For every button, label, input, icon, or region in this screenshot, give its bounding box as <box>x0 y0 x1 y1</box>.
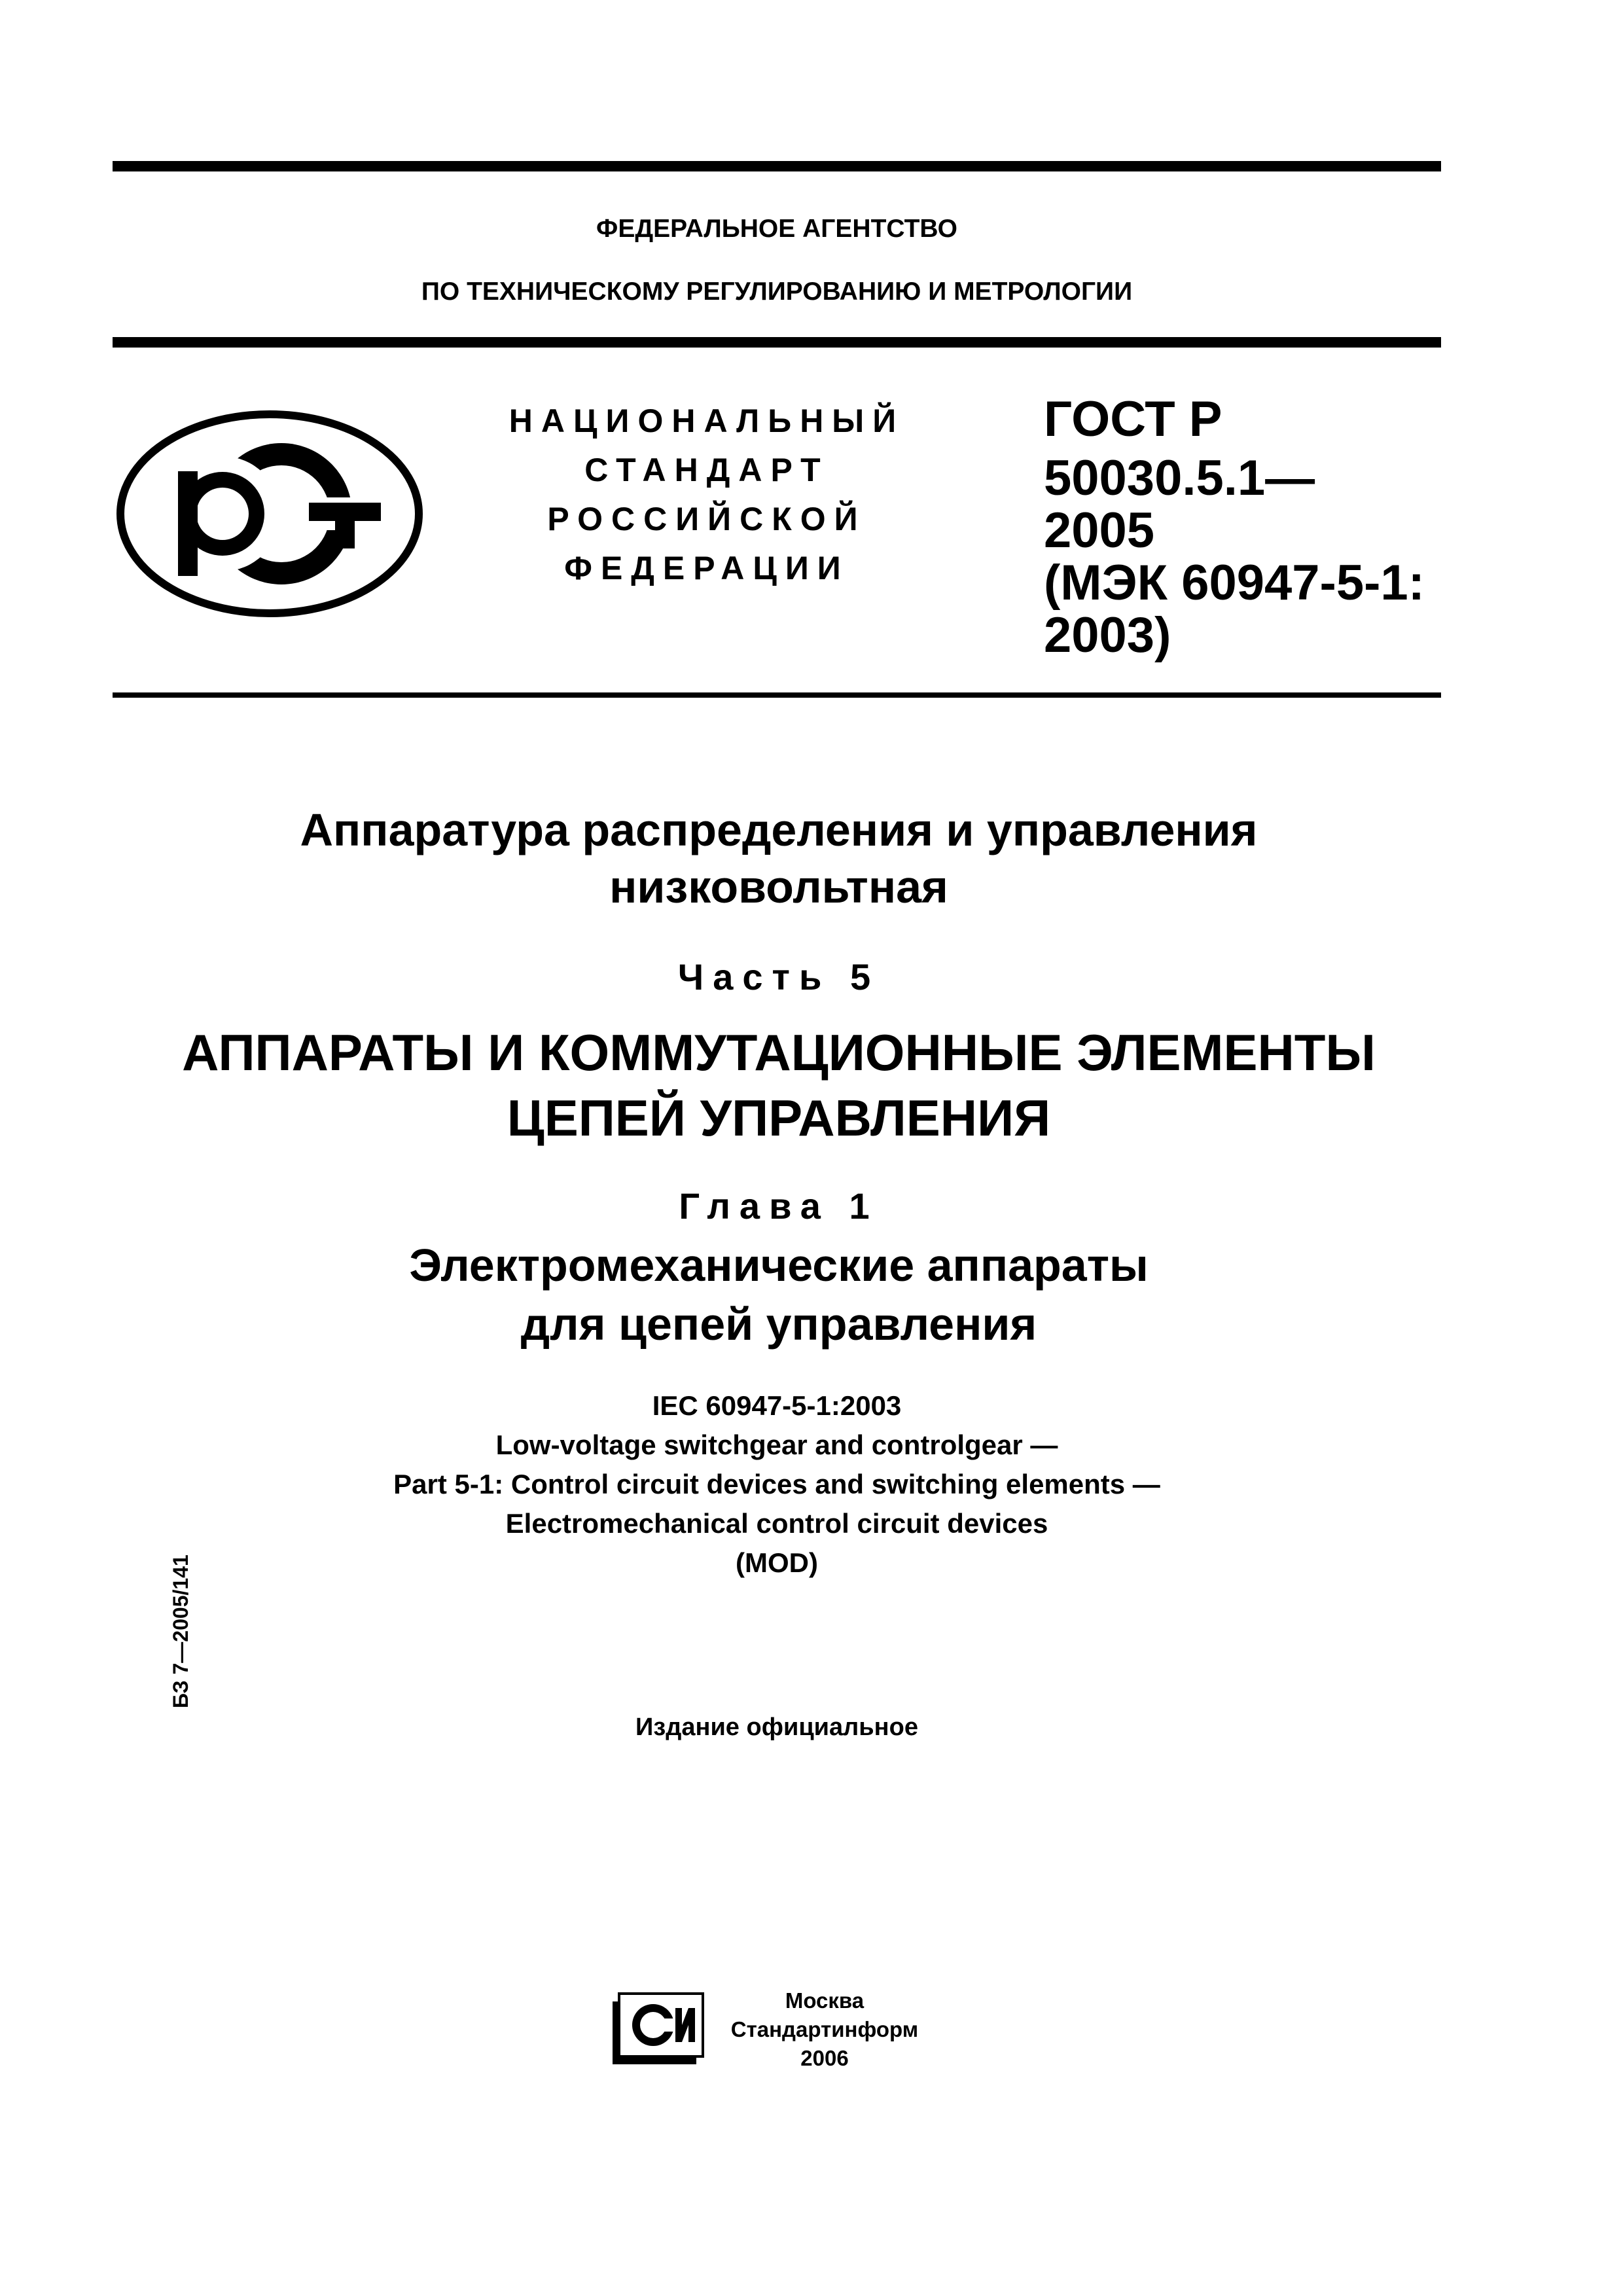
iec-line-2: Low-voltage switchgear and controlgear — <box>495 1429 1058 1460</box>
title-line-2: низковольтная <box>609 861 948 912</box>
publisher-name: Стандартинформ <box>730 2017 919 2041</box>
part-label: Часть 5 <box>677 956 880 997</box>
chapter-title-line-1: Электромеханические аппараты <box>409 1240 1149 1291</box>
iec-line-5: (MOD) <box>736 1547 818 1578</box>
chapter-label: Глава 1 <box>679 1185 879 1227</box>
agency-line-1: ФЕДЕРАЛЬНОЕ АГЕНТСТВО <box>596 215 957 243</box>
standartinform-logo-icon <box>607 1990 705 2068</box>
part-title-line-1: АППАРАТЫ И КОММУТАЦИОННЫЕ ЭЛЕМЕНТЫ <box>182 1024 1376 1081</box>
designation-line-3: 2005 <box>1044 503 1155 558</box>
national-standard-line-3: РОССИЙСКОЙ <box>547 501 866 537</box>
header-rule <box>113 337 1441 348</box>
designation-line-2: 50030.5.1— <box>1044 450 1315 506</box>
national-standard-line-1: НАЦИОНАЛЬНЫЙ <box>508 403 905 439</box>
pct-certification-logo-icon <box>113 406 427 622</box>
publisher-city: Москва <box>785 1988 865 2013</box>
national-standard-line-2: СТАНДАРТ <box>584 452 829 488</box>
title-rule <box>113 692 1441 698</box>
chapter-title-line-2: для цепей управления <box>520 1299 1037 1350</box>
publisher-block <box>720 1986 929 2073</box>
standartinform-logo <box>607 1990 705 2068</box>
publisher-year: 2006 <box>800 2046 849 2070</box>
side-code: БЗ 7—2005/141 <box>169 1554 192 1708</box>
top-rule <box>113 161 1441 171</box>
designation-line-4: (МЭК 60947-5-1: <box>1044 555 1425 611</box>
designation-line-5: 2003) <box>1044 607 1171 663</box>
part-title-line-2: ЦЕПЕЙ УПРАВЛЕНИЯ <box>507 1089 1051 1147</box>
agency-line-2: ПО ТЕХНИЧЕСКОМУ РЕГУЛИРОВАНИЮ И МЕТРОЛОГИИ <box>421 278 1133 306</box>
iec-line-3: Part 5-1: Control circuit devices and switching elements — <box>393 1469 1160 1499</box>
designation-line-1: ГОСТ Р <box>1044 391 1222 447</box>
national-standard-line-4: ФЕДЕРАЦИИ <box>564 550 849 586</box>
pct-logo <box>113 406 427 622</box>
iec-line-1: IEC 60947-5-1:2003 <box>652 1390 902 1421</box>
iec-line-4: Electromechanical control circuit devices <box>505 1508 1048 1539</box>
title-line-1: Аппаратура распределения и управления <box>300 804 1258 855</box>
edition-label: Издание официальное <box>635 1713 918 1741</box>
